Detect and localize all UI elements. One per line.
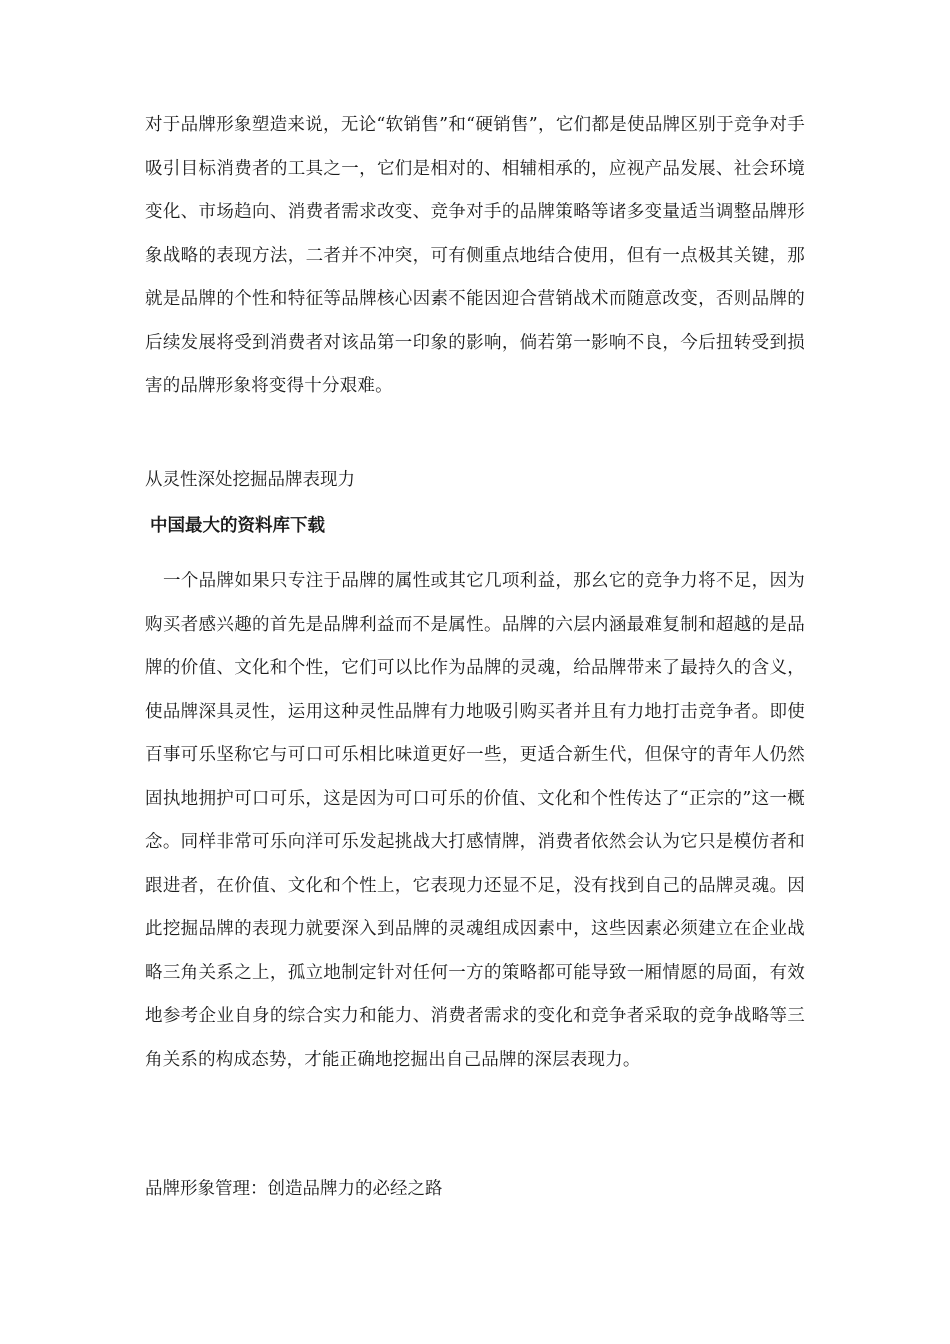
body-paragraph: 一个品牌如果只专注于品牌的属性或其它几项利益，那幺它的竞争力将不足，因为购买者感兴趣的首先是品牌利益而不是属性。品牌的六层内涵最难复制和超越的是品牌的价值、文化和个性，它们可以比作为品牌的灵魂，给品牌带来了最持久的含义，使品牌深具灵性，运用这种灵性品牌有力地吸引购买者并且有力地打击竞争者。即使百事可乐坚称它与可口可乐相比味道更好一些，更适合新生代，但保守的青年人仍然固执地拥护可口可乐，这是因为可口可乐的价值、文化和个性传达了“正宗的”这一概念。同样非常可乐向洋可乐发起挑战大打感情牌，消费者依然会认为它只是模仿者和跟进者，在价值、文化和个性上，它表现力还显不足，没有找到自己的品牌灵魂。因此挖掘品牌的表现力就要深入到品牌的灵魂组成因素中，这些因素必须建立在企业战略三角关系之上，孤立地制定针对任何一方的策略都可能导致一厢情愿的局面，有效地参考企业自身的综合实力和能力、消费者需求的变化和竞争者采取的竞争战略等三角关系的构成态势，才能正确地挖掘出自己品牌的深层表现力。 xyxy=(145,571,805,1070)
download-link-heading: 中国最大的资料库下载 xyxy=(150,516,325,536)
body-paragraph: 对于品牌形象塑造来说，无论“软销售”和“硬销售”，它们都是使品牌区别于竞争对手吸引目标消费者的工具之一，它们是相对的、相辅相承的，应视产品发展、社会环境变化、市场趋向、消费者需求改变、竞争对手的品牌策略等诸多变量适当调整品牌形象战略的表现方法，二者并不冲突，可有侧重点地结合使用，但有一点极其关键，那就是品牌的个性和特征等品牌核心因素不能因迎合营销战术而随意改变，否则品牌的后续发展将受到消费者对该品第一印象的影响，倘若第一影响不良，今后扭转受到损害的品牌形象将变得十分艰难。 xyxy=(145,115,805,396)
section-heading: 从灵性深处挖掘品牌表现力 xyxy=(145,470,355,490)
section-heading: 品牌形象管理：创造品牌力的必经之路 xyxy=(145,1179,443,1199)
